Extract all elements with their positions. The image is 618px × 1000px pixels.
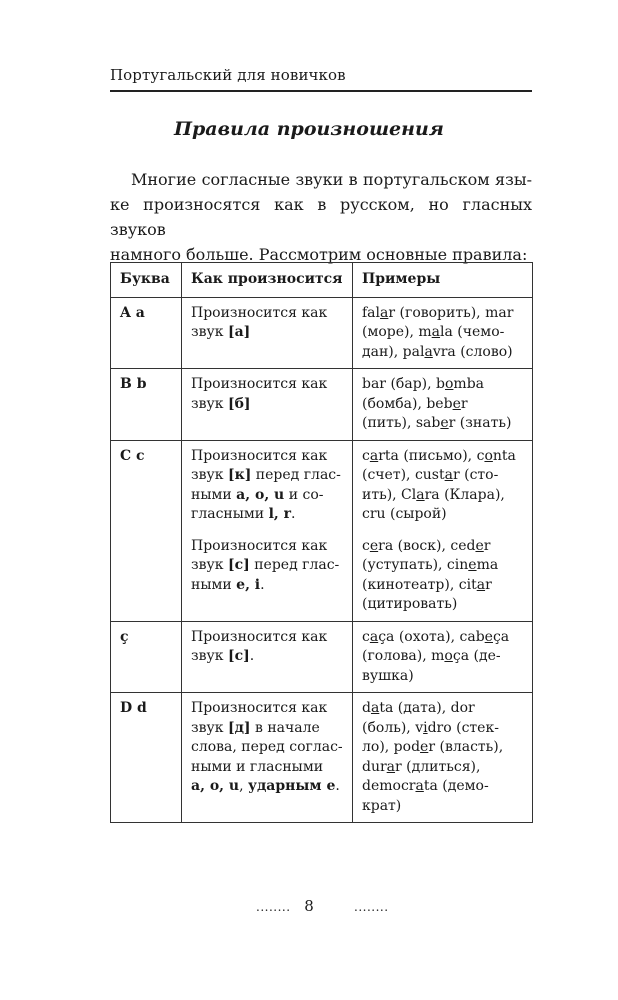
block-gap xyxy=(191,525,343,537)
cell-line xyxy=(191,738,343,758)
cell-line xyxy=(191,719,343,739)
intro-line: Многие согласные звуки в португальском язы- xyxy=(131,170,532,189)
text-segment: (голова), m xyxy=(362,648,445,664)
text-segment: r xyxy=(483,537,491,554)
stressed-vowel: a xyxy=(386,758,396,775)
bold-text: [а] xyxy=(227,324,251,340)
running-header: Португальский для новичков xyxy=(110,66,346,84)
text-segment: r xyxy=(485,576,492,593)
rule-cell xyxy=(182,369,353,441)
rule-cell xyxy=(182,621,353,693)
text-segment: ra (воск), ced xyxy=(378,537,476,554)
rule-cell xyxy=(182,440,353,621)
bold-text: [к] xyxy=(227,467,252,483)
bold-text: [с] xyxy=(227,648,250,664)
text-segment: крат) xyxy=(362,797,402,814)
text-segment: вушка) xyxy=(362,667,414,684)
cell-line xyxy=(191,576,343,596)
rule-cell xyxy=(182,297,353,369)
text-segment: (боль), v xyxy=(362,719,424,736)
stressed-vowel: a xyxy=(369,447,379,464)
bold-text: ударным e xyxy=(248,778,336,794)
examples-block xyxy=(362,375,523,434)
cell-line xyxy=(362,505,523,525)
letter-cell: D d xyxy=(111,693,182,823)
cell-line xyxy=(362,556,523,576)
pronunciation-table xyxy=(110,262,533,823)
column-header-letter: Буква xyxy=(111,263,182,298)
examples-block xyxy=(362,628,523,687)
text-segment: (бомба), beb xyxy=(362,395,453,412)
text-segment: ta (демо- xyxy=(423,778,489,794)
examples-block xyxy=(362,699,523,816)
text-segment: (цитировать) xyxy=(362,596,458,612)
text-segment: r (длиться), xyxy=(395,758,481,775)
text-segment: r (власть), xyxy=(428,739,504,755)
cell-line xyxy=(362,537,523,557)
cell-line xyxy=(362,447,523,467)
cell-line xyxy=(191,537,343,557)
stressed-vowel: e xyxy=(484,628,493,645)
text-segment: Произносится как xyxy=(191,628,328,645)
text-segment: bar (бар), b xyxy=(362,376,445,392)
text-segment: Произносится как xyxy=(191,447,328,464)
rule-block xyxy=(191,304,343,363)
cell-line xyxy=(191,647,343,667)
letter-cell: A a xyxy=(111,297,182,369)
cell-line xyxy=(362,343,523,363)
text-segment: ça (де- xyxy=(452,648,501,664)
stressed-vowel: a xyxy=(416,486,425,503)
text-segment: vra (слово) xyxy=(432,343,513,360)
text-segment: r (говорить), mar xyxy=(388,304,514,321)
text-segment: rta (письмо), c xyxy=(378,447,485,464)
cell-line xyxy=(362,797,523,817)
text-segment: c xyxy=(362,628,370,645)
rule-block xyxy=(191,537,343,615)
text-segment: ça xyxy=(492,628,510,645)
text-segment: Произносится как xyxy=(191,537,328,554)
text-segment: гласными xyxy=(191,506,269,522)
text-segment: c xyxy=(362,537,370,554)
text-segment: (кинотеатр), cit xyxy=(362,576,477,593)
text-segment: r xyxy=(460,395,468,412)
cell-line xyxy=(191,758,343,778)
text-segment: звук xyxy=(191,648,228,664)
text-segment: dur xyxy=(362,758,387,775)
cell-line xyxy=(362,304,523,324)
bold-text: [б] xyxy=(227,395,251,412)
table-row xyxy=(111,297,533,369)
text-segment: ra (Клара), xyxy=(424,486,505,503)
cell-line xyxy=(362,738,523,758)
stressed-vowel: a xyxy=(370,700,380,716)
text-segment: перед глас- xyxy=(249,557,340,573)
stressed-vowel: a xyxy=(476,576,486,593)
examples-block xyxy=(362,447,523,525)
cell-line xyxy=(362,719,523,739)
table-row xyxy=(111,369,533,441)
examples-cell xyxy=(353,621,533,693)
stressed-vowel: o xyxy=(444,376,454,392)
cell-line xyxy=(362,395,523,415)
column-header-examples: Примеры xyxy=(353,263,533,298)
text-segment: ными и гласными xyxy=(191,758,324,775)
text-segment: . xyxy=(335,778,340,794)
text-segment: звук xyxy=(191,467,228,483)
bold-text: l, r xyxy=(268,506,292,522)
letter-cell: ç xyxy=(111,621,182,693)
examples-block xyxy=(362,304,523,363)
cell-line xyxy=(191,375,343,395)
stressed-vowel: e xyxy=(468,557,477,573)
stressed-vowel: i xyxy=(423,719,428,736)
rule-block xyxy=(191,628,343,687)
bold-text: [с] xyxy=(227,557,250,573)
text-segment: ными xyxy=(191,486,237,503)
stressed-vowel: e xyxy=(452,395,461,412)
cell-line xyxy=(191,466,343,486)
table-body xyxy=(111,297,533,823)
text-segment: (уступать), cin xyxy=(362,557,469,573)
bold-text: a, o, u xyxy=(191,778,240,794)
text-segment: nta xyxy=(492,447,516,464)
intro-line: ке произносятся как в русском, но гласных звуков xyxy=(110,195,532,239)
text-segment: звук xyxy=(191,557,228,573)
text-segment: звук xyxy=(191,719,228,736)
text-segment: mba xyxy=(453,376,485,392)
stressed-vowel: a xyxy=(444,467,453,483)
cell-line xyxy=(362,576,523,596)
cell-line xyxy=(191,777,343,797)
cell-line xyxy=(191,628,343,648)
text-segment: звук xyxy=(191,324,228,340)
text-segment: слова, перед соглас- xyxy=(191,739,343,755)
bold-text: e, i xyxy=(236,576,261,593)
header-rule xyxy=(110,90,532,92)
cell-line xyxy=(191,447,343,467)
bold-text: [д] xyxy=(227,719,251,736)
text-segment: d xyxy=(362,700,371,716)
stressed-vowel: a xyxy=(369,628,379,645)
table-row xyxy=(111,693,533,823)
text-segment: ло), pod xyxy=(362,739,421,755)
cell-line xyxy=(191,323,343,343)
stressed-vowel: a xyxy=(431,324,441,340)
cell-line xyxy=(362,414,523,434)
stressed-vowel: o xyxy=(444,648,453,664)
stressed-vowel: e xyxy=(475,537,484,554)
text-segment: . xyxy=(260,576,265,593)
text-segment: дан), pal xyxy=(362,343,425,360)
intro-paragraph xyxy=(110,167,532,267)
text-segment: , xyxy=(239,778,248,794)
stressed-vowel: a xyxy=(415,778,424,794)
cell-line xyxy=(191,505,343,525)
intro-line: намного больше. Рассмотрим основные правила: xyxy=(110,245,528,264)
cell-line xyxy=(362,699,523,719)
cell-line xyxy=(362,628,523,648)
section-title: Правила произношения xyxy=(174,118,444,140)
cell-line xyxy=(191,304,343,324)
cell-line xyxy=(362,375,523,395)
block-gap xyxy=(362,525,523,537)
rule-cell xyxy=(182,693,353,823)
cell-line xyxy=(362,466,523,486)
rule-block xyxy=(191,699,343,816)
text-segment: ta (дата), dor xyxy=(379,700,475,716)
footer-dots-right: ........ xyxy=(354,900,389,914)
text-segment: ça (охота), cab xyxy=(378,628,485,645)
bold-text: a, o, u xyxy=(236,486,285,503)
text-segment: cru (сырой) xyxy=(362,506,447,522)
text-segment: la (чемо- xyxy=(440,324,505,340)
text-segment: (счет), cust xyxy=(362,467,445,483)
text-segment: c xyxy=(362,447,370,464)
table-row xyxy=(111,621,533,693)
text-segment: fal xyxy=(362,304,381,321)
stressed-vowel: o xyxy=(484,447,493,464)
column-header-pronunciation: Как произносится xyxy=(182,263,353,298)
stressed-vowel: e xyxy=(369,537,379,554)
cell-line xyxy=(191,699,343,719)
cell-line xyxy=(362,667,523,687)
footer-dots-left: ........ xyxy=(256,900,291,914)
examples-cell xyxy=(353,693,533,823)
cell-line xyxy=(362,777,523,797)
text-segment: в начале xyxy=(250,719,320,736)
text-segment: ными xyxy=(191,576,237,593)
cell-line xyxy=(191,556,343,576)
table-row xyxy=(111,440,533,621)
text-segment: (пить), sab xyxy=(362,415,441,431)
cell-line xyxy=(191,395,343,415)
text-segment: ma xyxy=(476,557,499,573)
cell-line xyxy=(362,647,523,667)
text-segment: r (знать) xyxy=(448,415,512,431)
examples-block xyxy=(362,537,523,615)
page-number: 8 xyxy=(304,897,314,915)
text-segment: звук xyxy=(191,395,228,412)
text-segment: democr xyxy=(362,778,416,794)
stressed-vowel: a xyxy=(380,304,389,321)
text-segment: Произносится как xyxy=(191,700,328,716)
text-segment: и со- xyxy=(284,486,324,503)
stressed-vowel: e xyxy=(420,739,429,755)
text-segment: dro (стек- xyxy=(427,719,499,736)
rule-block xyxy=(191,375,343,434)
examples-cell xyxy=(353,297,533,369)
letter-cell: B b xyxy=(111,369,182,441)
table-header-row xyxy=(111,263,533,298)
cell-line xyxy=(191,486,343,506)
examples-cell xyxy=(353,440,533,621)
text-segment: Произносится как xyxy=(191,304,328,321)
rule-block xyxy=(191,447,343,525)
text-segment: . xyxy=(291,506,296,522)
text-segment: ить), Cl xyxy=(362,486,417,503)
cell-line xyxy=(362,758,523,778)
text-segment: r (сто- xyxy=(452,467,499,483)
stressed-vowel: a xyxy=(424,343,433,360)
cell-line xyxy=(362,323,523,343)
text-segment: Произносится как xyxy=(191,376,328,392)
letter-cell: C c xyxy=(111,440,182,621)
stressed-vowel: e xyxy=(440,415,449,431)
examples-cell xyxy=(353,369,533,441)
text-segment: перед глас- xyxy=(251,467,341,483)
cell-line xyxy=(362,595,523,615)
text-segment: (море), m xyxy=(362,324,432,340)
cell-line xyxy=(362,486,523,506)
text-segment: . xyxy=(249,648,255,664)
